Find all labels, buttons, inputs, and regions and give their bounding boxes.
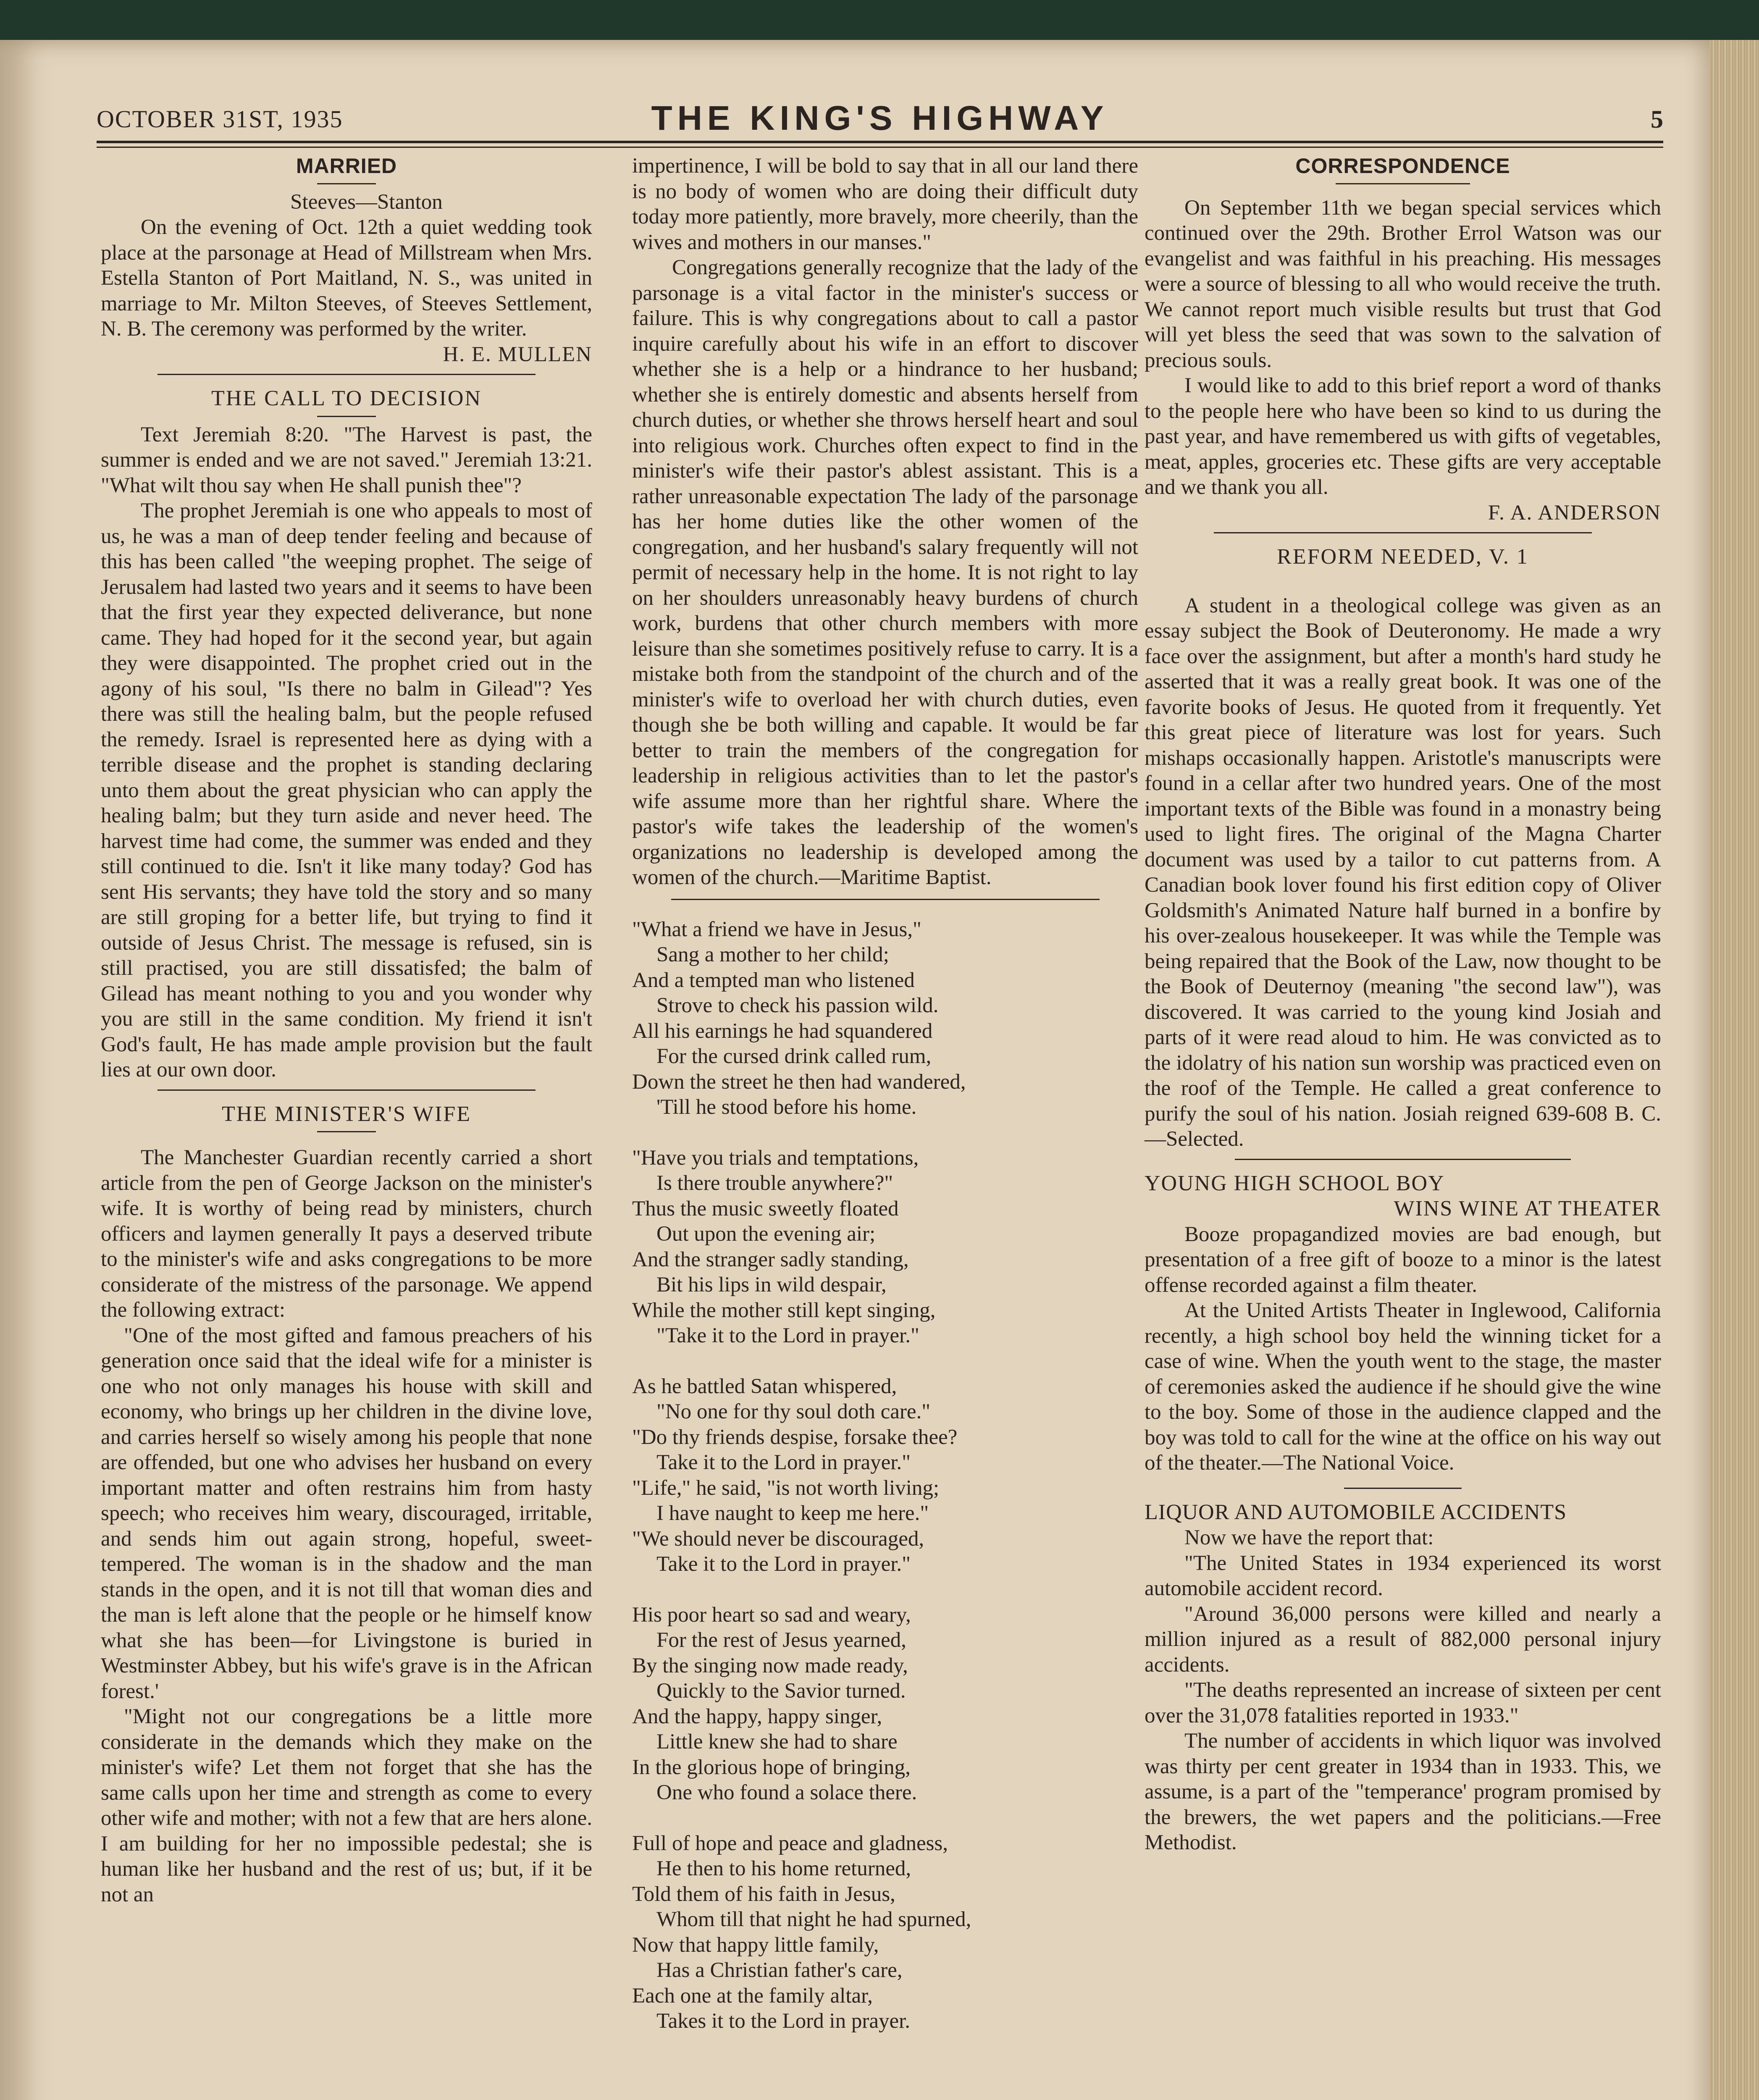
divider: [1235, 1159, 1571, 1160]
liquor-paragraph: "The United States in 1934 experienced its worst automobile accident record.: [1145, 1551, 1661, 1600]
poem-line: And the stranger sadly standing,: [632, 1247, 909, 1271]
poem-line: Bit his lips in wild despair,: [656, 1273, 887, 1297]
liquor-paragraph: "The deaths represented an increase of sixteen per cent over the 31,078 fatalities reported in 1933.": [1145, 1678, 1661, 1727]
ministers-wife-paragraph: "Might not our congregations be a little more considerate in the demands which they make on the minister's wife? Let them not forget that she has the same calls upon her time and strength as come to every other wife and mother; with not a few that are hers alone. I am building for her no impossible pedestal; she is human like her husband and the rest of us; but, if it be not an: [101, 1705, 592, 1906]
poem-line: "Life," he said, "is not worth living;: [632, 1476, 940, 1500]
liquor-paragraph: The number of accidents in which liquor was involved was thirty per cent greater in 1934 than in 1933. This, we assume, is a part of the "temperance' program promised by the brewers, the wet papers and the politicians.—Free Methodist.: [1145, 1729, 1661, 1854]
divider: [317, 183, 376, 184]
issue-date: OCTOBER 31ST, 1935: [97, 105, 343, 133]
poem-line: Take it to the Lord in prayer.": [656, 1451, 911, 1474]
liquor-paragraph: "Around 36,000 persons were killed and nearly a million injured as a result of 882,000 personal injury accidents.: [1145, 1602, 1661, 1677]
liquor-paragraph: Now we have the report that:: [1184, 1526, 1434, 1549]
poem-line: I have naught to keep me here.": [656, 1502, 929, 1525]
poem-stanza: [632, 1374, 1138, 1577]
ministers-wife-paragraph: Congregations generally recognize that the lady of the parsonage is a vital factor in the minister's success or failure. This is why congregations about to call a pastor inquire carefully about his wife in an effort to discover whether she is a help or a hindrance to her husband; whether she is entirely domestic and absents herself from church duties, or whether she throws herself heart and soul into religious work. Churches often expect to find in the minister's wife their pastor's ablest assistant. This is a rather unreasonable expectation The lady of the parsonage has her home duties like the other women of the congregation, and her husband's salary frequently will not permit of necessary help in the home. It is not right to lay on her shoulders unreasonably heavy burdens of church work, burdens that other church members with more leisure than she sometimes positively refuse to carry. It is a mistake both from the standpoint of the church and of the minister's wife to overload her with church duties, even though she be both willing and capable. It would be far better to train the members of the congregation for leadership in religious activities than to let the pastor's wife assume more than her rightful share. Where the pastor's wife takes the leadership of the women's organizations no leadership is developed among the women of the church.—Maritime Baptist.: [632, 256, 1138, 889]
call-paragraph: Text Jeremiah 8:20. "The Harvest is past, the summer is ended and we are not saved." Jeremiah 13:21. "What wilt thou say when He shall punish thee"?: [101, 423, 592, 497]
divider: [671, 899, 1100, 900]
poem-line: Takes it to the Lord in prayer.: [656, 2009, 911, 2033]
liquor-heading: LIQUOR AND AUTOMOBILE ACCIDENTS: [1145, 1500, 1567, 1524]
poem-line: "What a friend we have in Jesus,": [632, 917, 922, 941]
poem-line: Has a Christian father's care,: [656, 1958, 903, 1982]
ministers-wife-heading: THE MINISTER'S WIFE: [221, 1102, 472, 1126]
correspondence-paragraph: I would like to add to this brief report a word of thanks to the people here who have been so kind to us during the past year, and have remembered us with gifts of vegetables, meat, apples, groceries etc. These gifts are very acceptable and we thank you all.: [1145, 374, 1661, 499]
poem-stanza: [632, 1831, 1138, 2034]
page-header: [97, 97, 1663, 143]
poem-line: All his earnings he had squandered: [632, 1019, 933, 1043]
poem-line: Out upon the evening air;: [656, 1222, 876, 1246]
masthead-title: THE KING'S HIGHWAY: [651, 99, 1109, 137]
poem: [632, 917, 1138, 2034]
divider: [1214, 532, 1592, 533]
poem-line: For the rest of Jesus yearned,: [656, 1628, 906, 1652]
poem-line: Take it to the Lord in prayer.": [656, 1552, 911, 1576]
page-number: 5: [1651, 105, 1663, 133]
poem-line: Strove to check his passion wild.: [656, 994, 939, 1017]
reform-needed-body: A student in a theological college was given as an essay subject the Book of Deuteronomy. He made a wry face over the assignment, but after a month's hard study he asserted that it was a really great book. It was one of the favorite books of Jesus. He quoted from it frequently. Yet this great piece of literature was lost for years. Such mishaps occasionally happen. Aristotle's manuscripts were found in a cellar after two hundred years. One of the most important texts of the Bible was found in a monastry being used to light fires. The original of the Magna Charter document was used by a tailor to cut patterns from. A Canadian book lover found his first edition copy of Oliver Goldsmith's Animated Nature half burned in a bonfire by his over-zealous housekeeper. It was while the Temple was being repaired that the Book of the Law, now thought to be the Book of Deuternoy (meaning "the second law"), was discovered. It was carried to the young kind Josiah and parts of it were read aloud to him. He was convicted as to the idolatry of his nation sun worship was practiced even on the roof of the Temple. He called a great conference to purify the soul of his nation. Josiah reigned 639-608 B. C.—Selected.: [1145, 593, 1661, 1151]
married-signature: H. E. MULLEN: [443, 342, 592, 366]
poem-line: Is there trouble anywhere?": [656, 1171, 893, 1195]
poem-line: Told them of his faith in Jesus,: [632, 1882, 895, 1906]
young-boy-heading-line2: WINS WINE AT THEATER: [1394, 1197, 1661, 1221]
column-3: [1145, 153, 1661, 1856]
correspondence-heading: CORRESPONDENCE: [1295, 154, 1510, 178]
married-heading: MARRIED: [296, 154, 397, 178]
married-subheading: Steeves—Stanton: [290, 190, 443, 214]
correspondence-paragraph: On September 11th we began special services which continued over the 29th. Brother Errol Watson was our evangelist and was faithful in his preaching. His messages were a source of blessing to all who would receive the truth. We cannot report much visible results but trust that God will yet bless the seed that was sown to the salvation of precious souls.: [1145, 196, 1661, 372]
divider: [1336, 183, 1470, 184]
header-rule-thin: [97, 147, 1663, 148]
poem-line: Full of hope and peace and gladness,: [632, 1831, 948, 1855]
column-2: [632, 153, 1138, 2034]
poem-line: For the cursed drink called rum,: [656, 1045, 932, 1068]
divider: [158, 374, 536, 375]
reform-needed-heading: REFORM NEEDED, V. 1: [1277, 545, 1529, 569]
poem-line: "Take it to the Lord in prayer.": [656, 1324, 919, 1347]
divider: [317, 1131, 376, 1132]
poem-line: One who found a solace there.: [656, 1781, 917, 1804]
divider: [1344, 1488, 1462, 1489]
poem-line: While the mother still kept singing,: [632, 1298, 936, 1322]
ministers-wife-paragraph: "One of the most gifted and famous preachers of his generation once said that the ideal wife for a minister is one who not only manages his house with skill and economy, who brings up her children in the divine love, and carries herself so wisely among his people that none are offended, but one who advises her husband on every important matter and often restrains him from hasty speech; who receives him weary, discouraged, irritable, and sends him out again strong, hopeful, sweet-tempered. The woman is in the shadow and the man stands in the open, and it is not till that woman dies and the man is left alone that the people or he himself know what she has been—for Livingstone is buried in Westminster Abbey, but his wife's grave is in the African forest.': [101, 1323, 592, 1703]
poem-line: By the singing now made ready,: [632, 1654, 908, 1677]
page-edges: [1709, 40, 1759, 2100]
poem-line: Thus the music sweetly floated: [632, 1197, 899, 1221]
poem-line: He then to his home returned,: [656, 1857, 911, 1880]
poem-line: And a tempted man who listened: [632, 968, 915, 992]
poem-stanza: [632, 1602, 1138, 1806]
poem-line: As he battled Satan whispered,: [632, 1374, 897, 1398]
poem-line: Sang a mother to her child;: [656, 943, 889, 966]
poem-line: And the happy, happy singer,: [632, 1704, 882, 1728]
poem-line: 'Till he stood before his home.: [656, 1095, 917, 1119]
young-boy-paragraph: Booze propagandized movies are bad enough, but presentation of a free gift of booze to a minor is the latest offense recorded against a film theater.: [1145, 1222, 1661, 1297]
call-paragraph: The prophet Jeremiah is one who appeals to most of us, he was a man of deep tender feeling and because of this has been called "the weeping prophet. The seige of Jerusalem had lasted two years and it seems to have been that the first year they expected deliverance, but none came. They had hoped for it the second year, but again they were disappointed. The prophet cried out in the agony of his soul, "Is there no balm in Gilead"? Yes there was still the healing balm, but the people refused the remedy. Israel is represented here as dying with a terrible disease and the prophet is standing declaring unto them about the great physician who can apply the healing balm; but they turn aside and never heed. The harvest time had come, the summer was ended and they still continued to die. Isn't it like many today? God has sent His servants; they have told the story and so many are still groping for a better life, but trying to find it outside of Jesus Christ. The message is refused, sin is still practised, you are still dissatisfed; the balm of Gilead has meant nothing to you and you wonder why you are still in the same condition. My friend it isn't God's fault, He has made ample provision but the fault lies at our own door.: [101, 499, 592, 1082]
poem-line: Now that happy little family,: [632, 1933, 879, 1957]
poem-line: Little knew she had to share: [656, 1730, 898, 1754]
poem-line: Quickly to the Savior turned.: [656, 1679, 906, 1703]
divider: [317, 416, 376, 417]
poem-stanza: [632, 1145, 1138, 1349]
correspondence-signature: F. A. ANDERSON: [1488, 501, 1661, 525]
binding-top: [0, 0, 1759, 40]
poem-line: Whom till that night he had spurned,: [656, 1908, 971, 1931]
poem-line: "Have you trials and temptations,: [632, 1146, 919, 1170]
column-1: [101, 153, 592, 1907]
poem-line: Down the street he then had wandered,: [632, 1070, 966, 1094]
married-body: On the evening of Oct. 12th a quiet wedding took place at the parsonage at Head of Millstream when Mrs. Estella Stanton of Port Maitland, N. S., was united in marriage to Mr. Milton Steeves, of Steeves Settlement, N. B. The ceremony was performed by the writer.: [101, 215, 592, 341]
poem-line: In the glorious hope of bringing,: [632, 1755, 911, 1779]
divider: [158, 1089, 536, 1091]
ministers-wife-paragraph: impertinence, I will be bold to say that in all our land there is no body of women who are doing their difficult duty today more patiently, more bravely, more cheerily, than the wives and mothers in our manses.": [632, 154, 1138, 254]
poem-line: "Do thy friends despise, forsake thee?: [632, 1425, 958, 1449]
header-rule-thick: [97, 141, 1663, 143]
poem-line: "We should never be discouraged,: [632, 1527, 924, 1551]
young-boy-paragraph: At the United Artists Theater in Inglewood, California recently, a high school boy held the winning ticket for a case of wine. When the youth went to the stage, the master of ceremonies asked the audience if he should give the wine to the boy. Some of those in the audience clapped and the boy was told to call for the wine at the office on his way out of the theater.—The National Voice.: [1145, 1299, 1661, 1475]
young-boy-heading-line1: YOUNG HIGH SCHOOL BOY: [1145, 1171, 1445, 1195]
poem-line: Each one at the family altar,: [632, 1984, 873, 2008]
poem-line: His poor heart so sad and weary,: [632, 1603, 911, 1627]
call-to-decision-heading: THE CALL TO DECISION: [211, 386, 482, 410]
ministers-wife-paragraph: The Manchester Guardian recently carried a short article from the pen of George Jackson on the minister's wife. It is worthy of being read by ministers, church officers and laymen generally It pays a deserved tribute to the minister's wife and asks congregations to be more considerate of the mistress of the parsonage. We append the following extract:: [101, 1146, 592, 1322]
poem-stanza: [632, 917, 1138, 1120]
poem-line: "No one for thy soul doth care.": [656, 1400, 931, 1423]
